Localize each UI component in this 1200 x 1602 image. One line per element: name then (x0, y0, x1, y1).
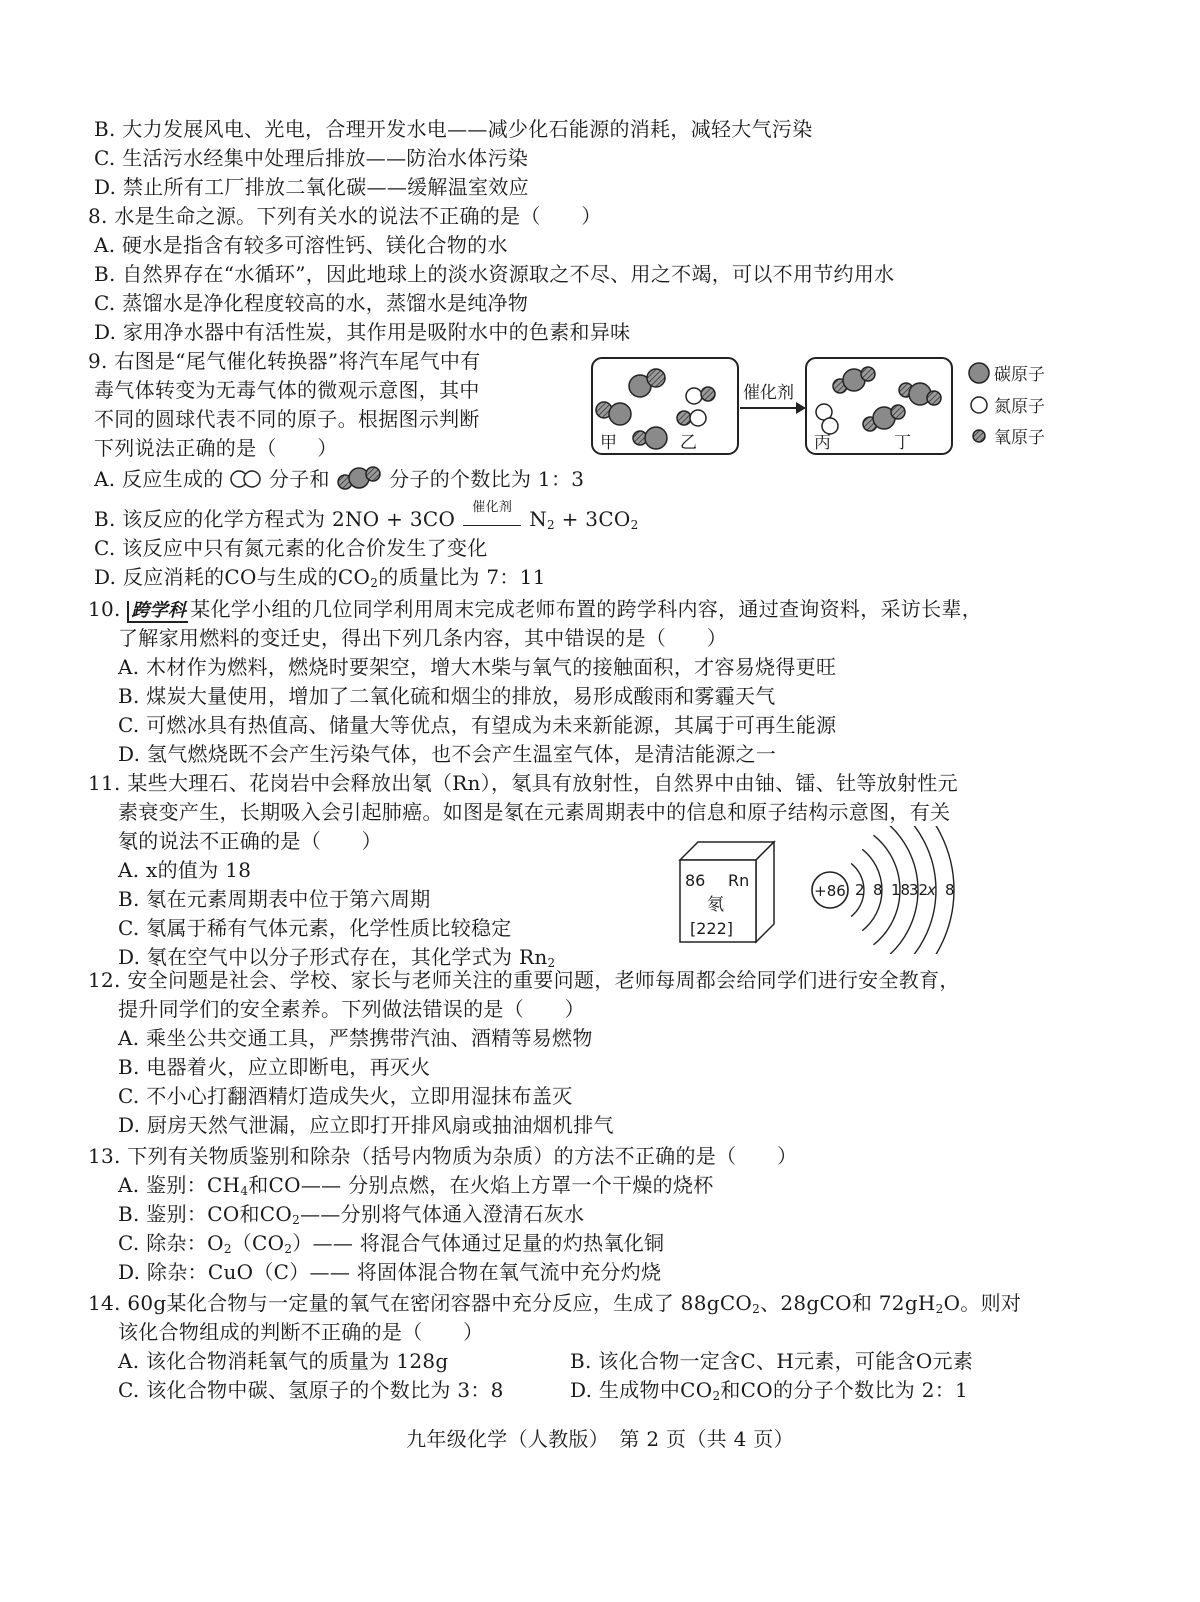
q11-stem-line2: 素衰变产生，长期吸入会引起肺癌。如图是氡在元素周期表中的信息和原子结构示意图，有关 (118, 800, 951, 824)
label-jia: 甲 (600, 433, 617, 453)
q11-stem-line1: 11. 某些大理石、花岗岩中会释放出氡（Rn），氡具有放射性，自然界中由铀、镭、钍等放射性元 (88, 771, 958, 795)
q12-option-a: A. 乘坐公共交通工具，严禁携带汽油、酒精等易燃物 (118, 1026, 593, 1050)
page-footer: 九年级化学（人教版） 第 2 页（共 4 页） (406, 1427, 794, 1451)
q9-reaction-diagram (588, 352, 1088, 462)
no-molecule-right (677, 410, 706, 426)
q13-option-d: D. 除杂：CuO（C）—— 将固体混合物在氧气流中充分灼烧 (118, 1260, 662, 1284)
q12-option-c: C. 不小心打翻酒精灯造成失火，立即用湿抹布盖灭 (118, 1084, 573, 1108)
q9-option-b: B. 该反应的化学方程式为 2NO + 3CO 催化剂 $N_2 + 3CO_2$ (94, 500, 639, 532)
catalyst-label: 催化剂 (743, 383, 794, 403)
oxygen-atom-icon (973, 430, 985, 442)
q13-option-a: A. 鉴别：$CH_4$和CO—— 分别点燃，在火焰上方罩一个干燥的烧杯 (118, 1173, 714, 1198)
q14-option-d: D. 生成物中$CO_2$和CO的分子个数比为 2：1 (570, 1378, 969, 1403)
nuclear-charge: +86 (814, 882, 846, 900)
q11-option-c: C. 氡属于稀有气体元素，化学性质比较稳定 (118, 916, 512, 940)
electron-count-label: 8 (945, 881, 955, 899)
legend-nitrogen: 氮原子 (994, 397, 1045, 417)
electron-count-label: 2 (855, 881, 865, 899)
q10-stem-line2: 了解家用燃料的变迁史，得出下列几条内容，其中错误的是（ ） (118, 626, 727, 650)
radon-atom-structure (806, 826, 986, 954)
q7-option-b: B. 大力发展风电、光电，合理开发水电——减少化石能源的消耗，减轻大气污染 (94, 117, 813, 141)
q13-option-c: C. 除杂：$O_2(CO_2)——$ 将混合气体通过足量的灼热氧化铜 (118, 1231, 665, 1256)
q10-option-b: B. 煤炭大量使用，增加了二氧化硫和烟尘的排放，易形成酸雨和雾霾天气 (118, 684, 776, 708)
q9-option-c: C. 该反应中只有氮元素的化合价发生了变化 (94, 536, 488, 560)
q14-option-c: C. 该化合物中碳、氢原子的个数比为 3：8 (118, 1378, 504, 1402)
q10-option-a: A. 木材作为燃料，燃烧时要架空，增大木柴与氧气的接触面积，才容易烧得更旺 (118, 655, 837, 679)
q9-stem-line2: 毒气体转变为无毒气体的微观示意图，其中 (94, 378, 480, 402)
arrow-icon (796, 402, 806, 414)
q14-stem-line2: 该化合物组成的判断不正确的是（ ） (118, 1320, 484, 1344)
electron-count-label: 32 (909, 881, 929, 899)
nitrogen-atom-icon (971, 397, 987, 413)
label-yi: 乙 (680, 433, 697, 453)
q9-option-d: D. 反应消耗的CO与生成的$CO_2$的质量比为 7：11 (94, 565, 546, 590)
cross-discipline-tag: 跨学科 (127, 601, 188, 623)
q10-option-d: D. 氢气燃烧既不会产生污染气体，也不会产生温室气体，是清洁能源之一 (118, 742, 777, 766)
q8-option-b: B. 自然界存在“水循环”，因此地球上的淡水资源取之不尽、用之不竭，可以不用节约用水 (94, 262, 895, 286)
catalyst-condition: 催化剂 (463, 513, 521, 526)
electron-count-label: 18 (891, 881, 911, 899)
q13-stem: 13. 下列有关物质鉴别和除杂（括号内物质为杂质）的方法不正确的是（ ） (88, 1144, 798, 1168)
q11-option-a: A. x的值为 18 (118, 858, 252, 882)
label-ding: 丁 (894, 433, 911, 453)
q13-option-b: B. 鉴别：CO和$CO_2——$分别将气体通入澄清石灰水 (118, 1202, 585, 1227)
co2-molecule-icon (336, 466, 382, 490)
q12-stem-line2: 提升同学们的安全素养。下列做法错误的是（ ） (118, 997, 585, 1021)
element-name: 氡 (707, 895, 724, 915)
q14-stem-line1: 14. 60g某化合物与一定量的氧气在密闭容器中充分反应，生成了 88gCO$_2$、28gCO和 $72gH_2O$。则对 (88, 1291, 1022, 1316)
q12-option-d: D. 厨房天然气泄漏，应立即打开排风扇或抽油烟机排气 (118, 1113, 614, 1137)
legend-carbon: 碳原子 (994, 365, 1045, 385)
q11-stem-line3: 氡的说法不正确的是（ ） (118, 829, 382, 853)
q9-stem-line3: 不同的圆球代表不同的原子。根据图示判断 (94, 407, 480, 431)
n2-molecule-icon (230, 468, 262, 490)
q9-stem-line4: 下列说法正确的是（ ） (94, 436, 338, 460)
q8-stem: 8. 水是生命之源。下列有关水的说法不正确的是（ ） (88, 204, 602, 228)
q10-stem-line1: 10. 跨学科 某化学小组的几位同学利用周末完成老师布置的跨学科内容，通过查询资料，采访长辈， (88, 597, 982, 621)
atomic-mass: [222] (690, 919, 734, 938)
q12-option-b: B. 电器着火，应立即断电，再灭火 (118, 1055, 431, 1079)
q10-option-c: C. 可燃冰具有热值高、储量大等优点，有望成为未来新能源，其属于可再生能源 (118, 713, 837, 737)
q8-option-d: D. 家用净水器中有活性炭，其作用是吸附水中的色素和异味 (94, 320, 631, 344)
q11-option-b: B. 氡在元素周期表中位于第六周期 (118, 887, 431, 911)
radon-element-cell (676, 838, 780, 946)
atomic-number: 86 (685, 871, 706, 890)
q9-stem-line1: 9. 右图是“尾气催化转换器”将汽车尾气中有 (88, 349, 481, 373)
q8-option-a: A. 硬水是指含有较多可溶性钙、镁化合物的水 (94, 233, 508, 257)
q14-option-b: B. 该化合物一定含C、H元素，可能含O元素 (570, 1349, 974, 1373)
electron-count-label: 8 (873, 881, 883, 899)
carbon-atom-icon (969, 363, 989, 383)
q7-option-c: C. 生活污水经集中处理后排放——防治水体污染 (94, 146, 529, 170)
q9-option-a: A. 反应生成的 分子和 分子的个数比为 1：3 (94, 467, 585, 491)
electron-count-label: x (927, 881, 936, 899)
q8-option-c: C. 蒸馏水是净化程度较高的水，蒸馏水是纯净物 (94, 291, 529, 315)
q14-option-a: A. 该化合物消耗氧气的质量为 128g (118, 1349, 449, 1373)
legend-oxygen: 氧原子 (994, 428, 1045, 448)
element-symbol: Rn (728, 871, 750, 890)
q7-option-d: D. 禁止所有工厂排放二氧化碳——缓解温室效应 (94, 175, 529, 199)
label-bing: 丙 (814, 433, 831, 453)
q12-stem-line1: 12. 安全问题是社会、学校、家长与老师关注的重要问题，老师每周都会给同学们进行安全教育， (88, 968, 960, 992)
q11-option-d: D. 氡在空气中以分子形式存在，其化学式为 $Rn_2$ (118, 945, 556, 970)
